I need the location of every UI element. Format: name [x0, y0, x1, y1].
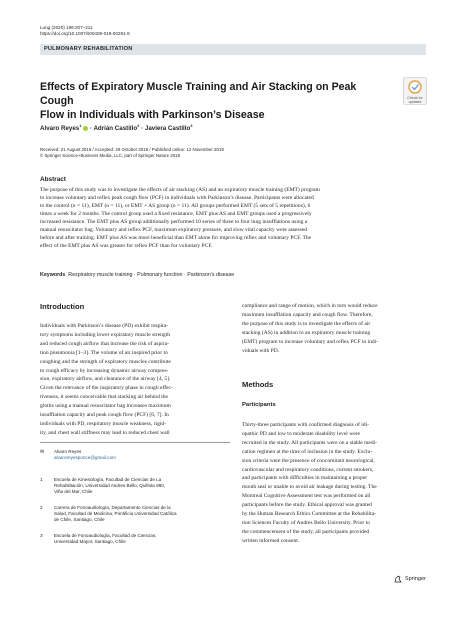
- title-line: Effects of Expiratory Muscle Training and Air Stacking on Peak Cough: [40, 81, 357, 107]
- correspondence-email[interactable]: alvaroreyesponce@gmail.com: [54, 455, 116, 461]
- abstract-line: before and after training. EMT plus AS was more beneficial than EMT alone for improving reflex and voluntary PCF. The: [40, 235, 312, 242]
- badge-label: Check for updates: [407, 96, 423, 104]
- author-name[interactable]: Javiera Castillo: [144, 125, 191, 133]
- keywords-text: Respiratory muscle training · Pulmonary function · Parkinson’s disease: [68, 272, 235, 278]
- publication-dates: Received: 21 August 2019 / Accepted: 29 October 2019 / Published online: 12 November 2019 © Springer Science+Business Media, LLC, part of Springer Nature 2019: [40, 147, 224, 158]
- introduction-heading: Introduction: [40, 302, 85, 311]
- introduction-body: Individuals with Parkinson’s disease (PD) exhibit respira- tory symptoms including lower expiratory muscle strength and reduced cough airflow that increase the risk of aspira- tion pneumonia [1–3]. The volume of air inspired prior to coughing and the strength of expiratory muscles contribute to cough efficacy by increasing dynamic airway compres- sion, expiratory airflow, and clearance of the airway [4, 5]. Given the relevance of the inspiratory phase in cough effec- tiveness, it seems conceivable that stacking air behind the glottis using a manual resuscitator bag increases maximum insufflation capacity and peak cough flow (PCF) [6, 7]. In individuals with PD, respiratory muscle weakness, rigid- ity, and chest wall stiffness may lead to reduced chest wall: [40, 323, 173, 436]
- mail-icon: ✉: [40, 449, 45, 455]
- abstract-line: effect of the EMT plus AS was greater for reflex PCF than for voluntary PCF.: [40, 243, 213, 250]
- introduction-continued: compliance and range of motion, which in turn would reduce maximum insufflation capacity and cough flow. Therefore, the purpose of this study is to investigate the effects of air stacking (AS) in addition to an expiratory muscle training (EMT) program to increase voluntary and reflex PCF in indi- viduals with PD.: [242, 303, 379, 354]
- abstract-line: to the control (n = 11), EMT (n = 11), or EMT + AS group (n = 11). All groups performed EMT (5 sets of 5 repetitions), 6: [40, 203, 311, 210]
- keywords: [40, 272, 426, 278]
- footnote-divider: [40, 442, 230, 443]
- publisher-name: Springer: [404, 576, 426, 582]
- methods-heading: Methods: [242, 380, 274, 389]
- abstract-heading: Abstract: [40, 176, 66, 183]
- section-label: PULMONARY REHABILITATION: [44, 46, 133, 52]
- abstract-line: times a week for 2 months. The control group used a fixed resistance, EMT plus AS and EMT groups used a progressively: [40, 211, 312, 218]
- doi-link[interactable]: https://doi.org/10.1007/s00408-019-00291-8: [40, 31, 130, 36]
- participants-subheading: Participants: [242, 402, 276, 408]
- springer-horse-icon: [394, 575, 402, 583]
- journal-citation: Lung (2020) 198:207–211: [40, 25, 93, 30]
- abstract-line: increased resistance. The EMT plus AS group additionally performed 10 series of three to four lung insufflations using a: [40, 219, 308, 226]
- keywords-label: Keywords: [40, 272, 66, 278]
- author-list: Alvaro Reyes$^1$ · Adrián Castillo$^2$ · Javiera Castillo$^3$: [40, 123, 193, 133]
- abstract-body: [40, 186, 426, 250]
- correspondence-name: Alvaro Reyes: [54, 449, 82, 454]
- author-name[interactable]: Adrián Castillo: [93, 125, 138, 133]
- abstract-line: The purpose of this study was to investigate the effects of air stacking (AS) and an expiratory muscle training (EMT) program: [40, 187, 320, 193]
- check-for-updates-badge[interactable]: [403, 77, 427, 105]
- participants-body: Thirty-three participants with confirmed diagnosis of idi- opathic PD and low to moderate disability level were recruited in the study. All participants were on a stable medi- cation regimen at the time of inclusion in the study. Exclu- sion criteria were the presence of concomitant neurological, cardiovascular and respiratory conditions, current smokers, and participants with difficulties in maintaining a proper mouth seal or unable to avoid air leakage during testing. The Montreal Cognitive Assessment test was performed on all participants before the study. Ethical approval was granted by the Human Research Ethics Committee at the Rehabilita- tion Sciences Faculty of Andres Bello University. Prior to the commencement of the study, all participants provided written informed consent.: [242, 422, 378, 544]
- author-name[interactable]: Alvaro Reyes: [40, 125, 80, 133]
- abstract-line: manual resuscitator bag. Voluntary and reflex PCF, maximum expiratory pressure, and slow vital capacity were assessed: [40, 227, 308, 234]
- article-title: [40, 80, 370, 122]
- publisher-logo: [394, 575, 426, 583]
- abstract-line: to increase voluntary and reflex peak cough flow (PCF) in individuals with Parkinson’s disease. Participants were allocated: [40, 195, 314, 202]
- section-band: [40, 44, 426, 55]
- title-line: Flow in Individuals with Parkinson’s Disease: [40, 109, 265, 121]
